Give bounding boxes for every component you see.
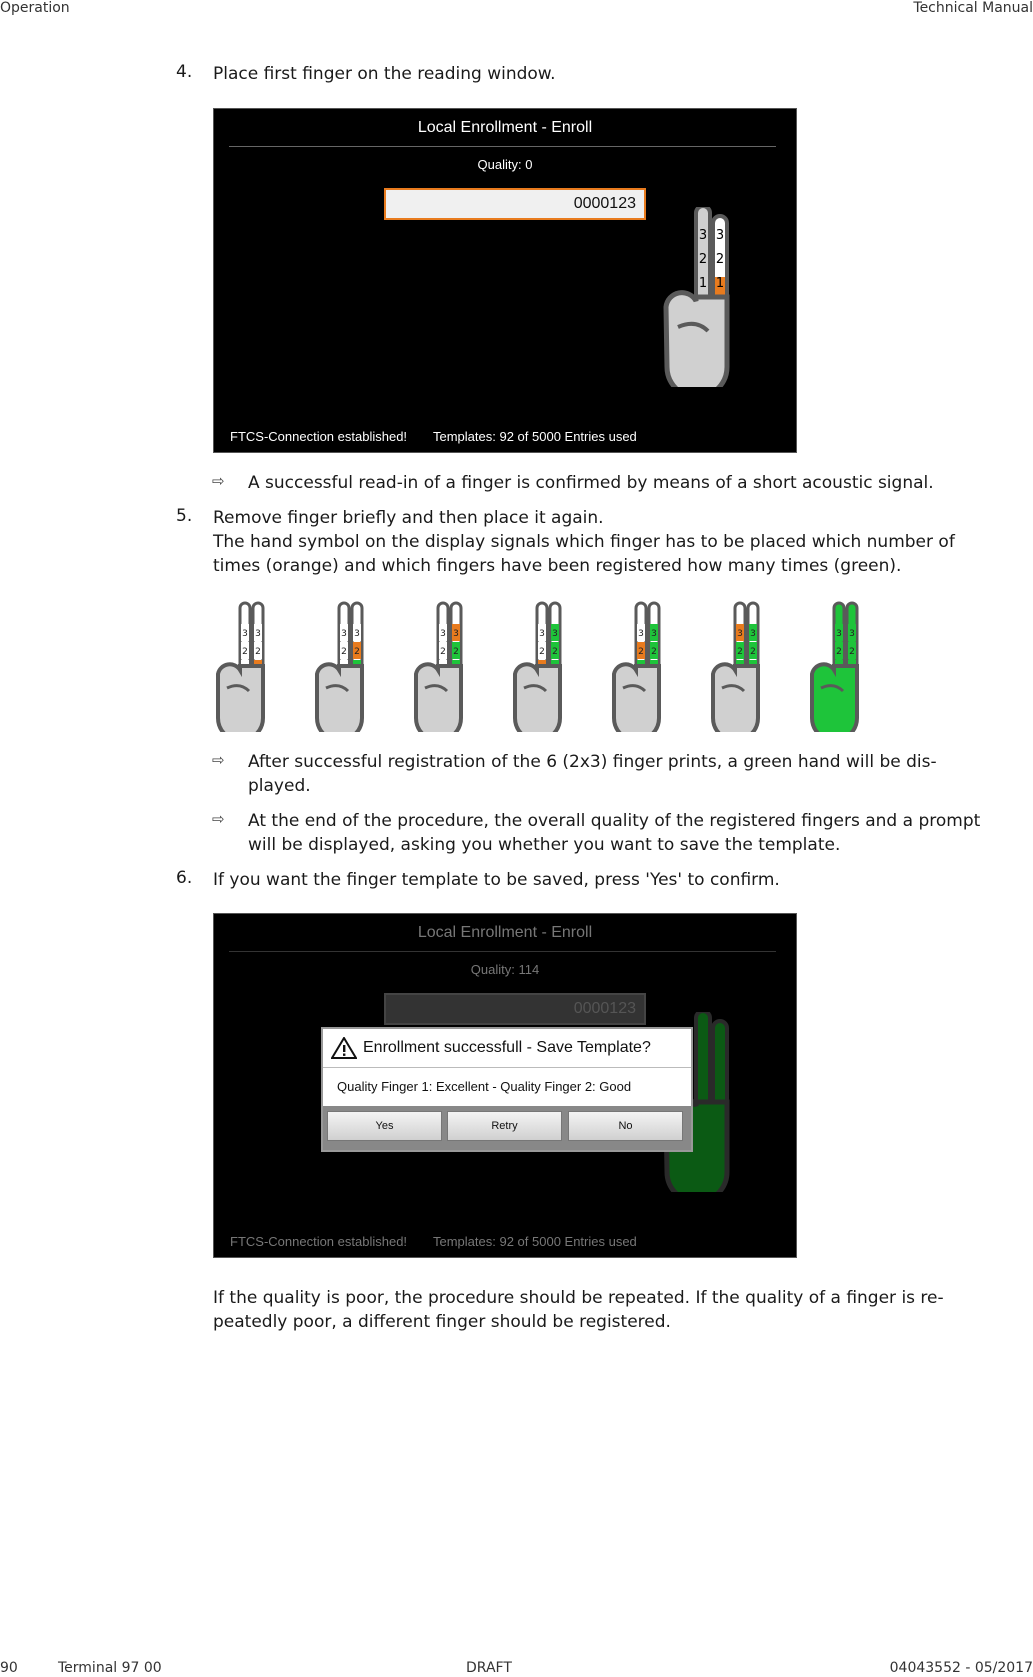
result-2 (248, 750, 1028, 798)
hand-cell-number: 3 (651, 629, 657, 639)
status-templates: Templates: 92 of 5000 Entries used (433, 1234, 637, 1249)
hand-palm (713, 664, 758, 732)
header-left: Operation (0, 0, 70, 16)
id-input: 0000123 (384, 993, 646, 1025)
result-arrow-icon: ⇨ (212, 810, 225, 828)
header-right: Technical Manual (913, 0, 1033, 16)
hand-cell-number: 3 (552, 629, 558, 639)
quality-value: 0 (525, 157, 533, 172)
status-connection: FTCS-Connection established! (230, 429, 408, 444)
result-arrow-icon: ⇨ (212, 472, 225, 490)
save-template-screen (213, 913, 797, 1258)
hand-cell-number: 3 (255, 629, 261, 639)
result-1: A successful read-in of a finger is confirmed by means of a short acoustic signal. (248, 473, 934, 493)
hand-cell-number: 2 (651, 647, 657, 657)
hand-cell-number: 3 (836, 629, 842, 639)
screen-divider (229, 146, 776, 147)
result-3-line-2: will be displayed, asking you whether you want to save the template. (248, 835, 841, 855)
step-5-number: 5. (176, 506, 193, 526)
step-4-text: Place first finger on the reading window. (213, 64, 556, 84)
hand-cell-number: 2 (539, 647, 545, 657)
hand-cell-number: 3 (539, 629, 545, 639)
id-input[interactable]: 0000123 (384, 188, 646, 220)
step-6-number: 6. (176, 868, 193, 888)
enroll-screen (213, 108, 797, 453)
hand-palm (666, 293, 727, 387)
step-5-line-3: times (orange) and which fingers have been registered how many times (green). (213, 556, 902, 576)
hand-state-icon (509, 600, 569, 732)
dialog-title: Enrollment successfull - Save Template? (363, 1039, 651, 1056)
hand-cell-number: 2 (354, 647, 360, 657)
hand-cell-number: 3 (341, 629, 347, 639)
hand-num-3b: 3 (715, 228, 725, 243)
status-templates: Templates: 92 of 5000 Entries used (433, 429, 637, 444)
result-2-line-1: After successful registration of the 6 (2x3) finger prints, a green hand will be dis- (248, 752, 937, 772)
hand-state-icon (608, 600, 668, 732)
step-4-number: 4. (176, 62, 193, 82)
hand-cell-number: 2 (440, 647, 446, 657)
hand-palm (218, 664, 263, 732)
result-2-line-2: played. (248, 776, 311, 796)
hand-cell-number: 2 (255, 647, 261, 657)
dialog-button-bar (323, 1106, 691, 1150)
result-3-line-1: At the end of the procedure, the overall quality of the registered fingers and a prompt (248, 811, 981, 831)
footer-status: DRAFT (466, 1660, 512, 1676)
footer-product: Terminal 97 00 (58, 1660, 162, 1676)
hand-cell-number: 2 (638, 647, 644, 657)
save-template-dialog (321, 1027, 693, 1152)
dialog-divider (323, 1067, 691, 1068)
closing-paragraph (213, 1286, 1013, 1334)
hand-cell-number: 2 (737, 647, 743, 657)
step-5-line-2: The hand symbol on the display signals which finger has to be placed which number of (213, 532, 955, 552)
hand-cell-number: 3 (354, 629, 360, 639)
hand-palm (515, 664, 560, 732)
hand-num-2b: 2 (715, 252, 725, 267)
hand-cell-number: 3 (737, 629, 743, 639)
retry-button[interactable]: Retry (447, 1111, 562, 1141)
hand-state-icon (806, 600, 866, 732)
hand-state-icon (707, 600, 767, 732)
footer-doc-number: 04043552 - 05/2017 (889, 1660, 1033, 1676)
step-5-line-1: Remove finger briefly and then place it again. (213, 508, 604, 528)
warning-icon (331, 1037, 357, 1059)
hand-finger-icon (656, 207, 738, 387)
hand-num-1b: 1 (715, 276, 725, 291)
hand-cell-number: 3 (750, 629, 756, 639)
hand-cell-number: 2 (453, 647, 459, 657)
hand-cell-number: 3 (440, 629, 446, 639)
quality-label: Quality: (477, 157, 522, 172)
step-6-text: If you want the finger template to be saved, press 'Yes' to confirm. (213, 870, 780, 890)
screen-divider (229, 951, 776, 952)
yes-button[interactable]: Yes (327, 1111, 442, 1141)
hand-cell-number: 2 (552, 647, 558, 657)
step-5-text (213, 506, 1013, 578)
quality-label: Quality: (470, 962, 515, 977)
hand-cell-number: 3 (849, 629, 855, 639)
hand-palm (614, 664, 659, 732)
hand-num-1: 1 (698, 276, 708, 291)
quality-readout (214, 157, 796, 172)
hand-state-icon (311, 600, 371, 732)
hand-num-3: 3 (698, 228, 708, 243)
hand-cell-number: 3 (242, 629, 248, 639)
hand-cell-number: 2 (242, 647, 248, 657)
hand-cell-number: 2 (849, 647, 855, 657)
result-3 (248, 809, 1028, 857)
hand-cell-number: 2 (341, 647, 347, 657)
hand-num-2: 2 (698, 252, 708, 267)
closing-line-1: If the quality is poor, the procedure should be repeated. If the quality of a finger is re- (213, 1288, 944, 1308)
screen-title: Local Enrollment - Enroll (417, 119, 593, 136)
quality-readout (214, 962, 796, 977)
hand-cell-number: 3 (453, 629, 459, 639)
hand-state-icon (212, 600, 272, 732)
no-button[interactable]: No (568, 1111, 683, 1141)
screen-title: Local Enrollment - Enroll (417, 924, 593, 941)
hand-cell-number: 2 (750, 647, 756, 657)
closing-line-2: peatedly poor, a different finger should be registered. (213, 1312, 671, 1332)
footer-page-number: 90 (0, 1660, 18, 1676)
hand-cell-number: 2 (836, 647, 842, 657)
hand-sequence (212, 600, 892, 732)
dialog-message: Quality Finger 1: Excellent - Quality Finger 2: Good (337, 1079, 632, 1094)
result-arrow-icon: ⇨ (212, 751, 225, 769)
hand-palm (812, 664, 857, 732)
status-connection: FTCS-Connection established! (230, 1234, 408, 1249)
hand-state-icon (410, 600, 470, 732)
quality-value: 114 (518, 962, 540, 977)
hand-cell-number: 3 (638, 629, 644, 639)
hand-palm (416, 664, 461, 732)
hand-palm (317, 664, 362, 732)
